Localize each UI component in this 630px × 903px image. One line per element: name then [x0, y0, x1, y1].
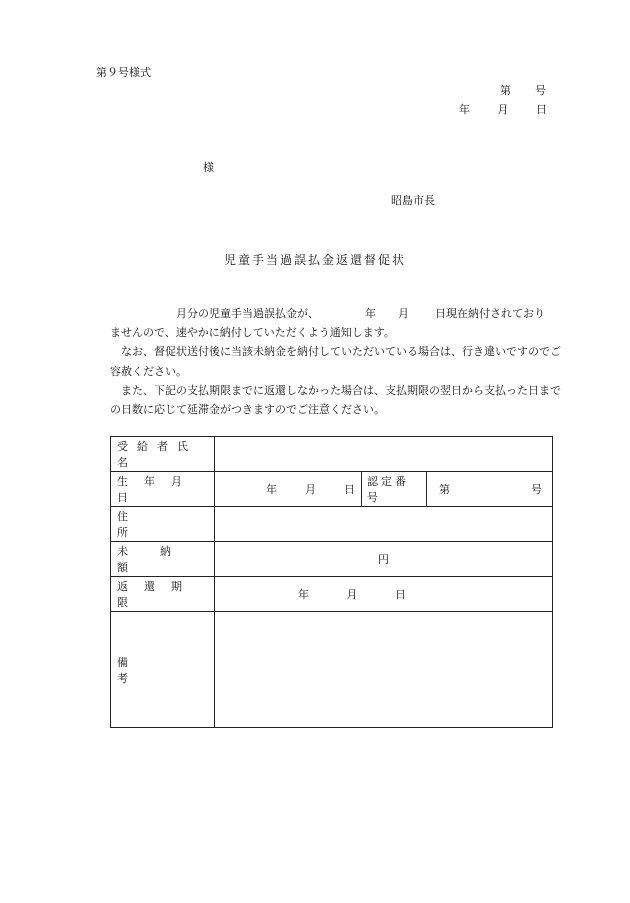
- cert-no-go: 号: [531, 483, 542, 496]
- deadline-units: [298, 586, 406, 602]
- remarks-label: 備考: [117, 655, 198, 685]
- cert-no-value: [427, 481, 552, 497]
- body-p3: また、下記の支払期限までに返還しなかった場合は、支払期限の翌日から支払った日までの日数に応じて延滞金がつきますのでご注意ください。: [110, 383, 561, 417]
- cert-no-dai: 第: [439, 483, 450, 496]
- deadline-label-cell: [111, 577, 215, 612]
- recipient-name-label-cell: [111, 437, 215, 472]
- unpaid-value-cell: [215, 542, 553, 577]
- deadline-day: 日: [395, 588, 406, 601]
- sender-name: 昭島市長: [391, 194, 435, 207]
- deadline-value-cell: [215, 577, 553, 612]
- body-p2: なお、督促状送付後に当該未納金を納付していただいている場合は、行き違いですのでご容赦ください。: [110, 345, 561, 378]
- body-p1-month: 月: [398, 307, 409, 320]
- unpaid-unit: 円: [378, 553, 389, 566]
- body-p1-year: 年: [365, 307, 376, 320]
- row-birth: [111, 472, 553, 507]
- deadline-year: 年: [298, 588, 309, 601]
- unpaid-label-cell: [111, 542, 215, 577]
- remarks-label-cell: [111, 612, 215, 728]
- birth-value-cell: [215, 472, 553, 507]
- row-remarks: [111, 612, 553, 728]
- body-paragraph-2: [110, 342, 570, 380]
- row-address: [111, 507, 553, 542]
- body-line-1: [110, 304, 570, 323]
- document-title: 児童手当過誤払金返還督促状: [223, 253, 406, 267]
- address-value: [215, 507, 553, 542]
- row-unpaid: [111, 542, 553, 577]
- deadline-month: 月: [346, 588, 358, 601]
- issue-year: 年: [459, 103, 470, 116]
- issue-day: 日: [536, 103, 547, 116]
- form-number: 第９号様式: [96, 66, 151, 79]
- unpaid-label: 未納額: [117, 545, 203, 574]
- row-recipient-name: [111, 437, 553, 472]
- birth-date-units: [215, 481, 361, 497]
- info-table: [110, 436, 553, 728]
- birth-year: 年: [266, 483, 277, 496]
- birth-label: 生年月日: [117, 475, 198, 504]
- birth-day: 日: [344, 483, 355, 496]
- address-label-cell: [111, 507, 215, 542]
- cert-no-label: 認定番号: [361, 472, 427, 506]
- recipient-name-label: 受給者氏名: [117, 440, 197, 469]
- birth-label-cell: [111, 472, 215, 507]
- doc-no-dai: 第: [500, 84, 511, 97]
- body-p1-a: 月分の児童手当過誤払金が、: [176, 307, 319, 320]
- birth-month: 月: [305, 483, 316, 496]
- document-number: [500, 85, 546, 96]
- issue-month: 月: [497, 103, 509, 116]
- recipient-name-value: [215, 437, 553, 472]
- body-p1-c: ませんので、速やかに納付していただくよう通知します。: [110, 326, 395, 340]
- body-p1-b: 日現在納付されており: [435, 307, 545, 320]
- remarks-value: [215, 612, 553, 728]
- body-paragraph-3: [110, 381, 570, 419]
- row-deadline: [111, 577, 553, 612]
- issue-date: [459, 104, 547, 115]
- doc-no-go: 号: [535, 84, 546, 97]
- notice-body: [110, 304, 570, 419]
- addressee-suffix: 様: [203, 161, 214, 174]
- deadline-label: 返還期限: [117, 580, 198, 609]
- address-label: 住所: [117, 510, 198, 539]
